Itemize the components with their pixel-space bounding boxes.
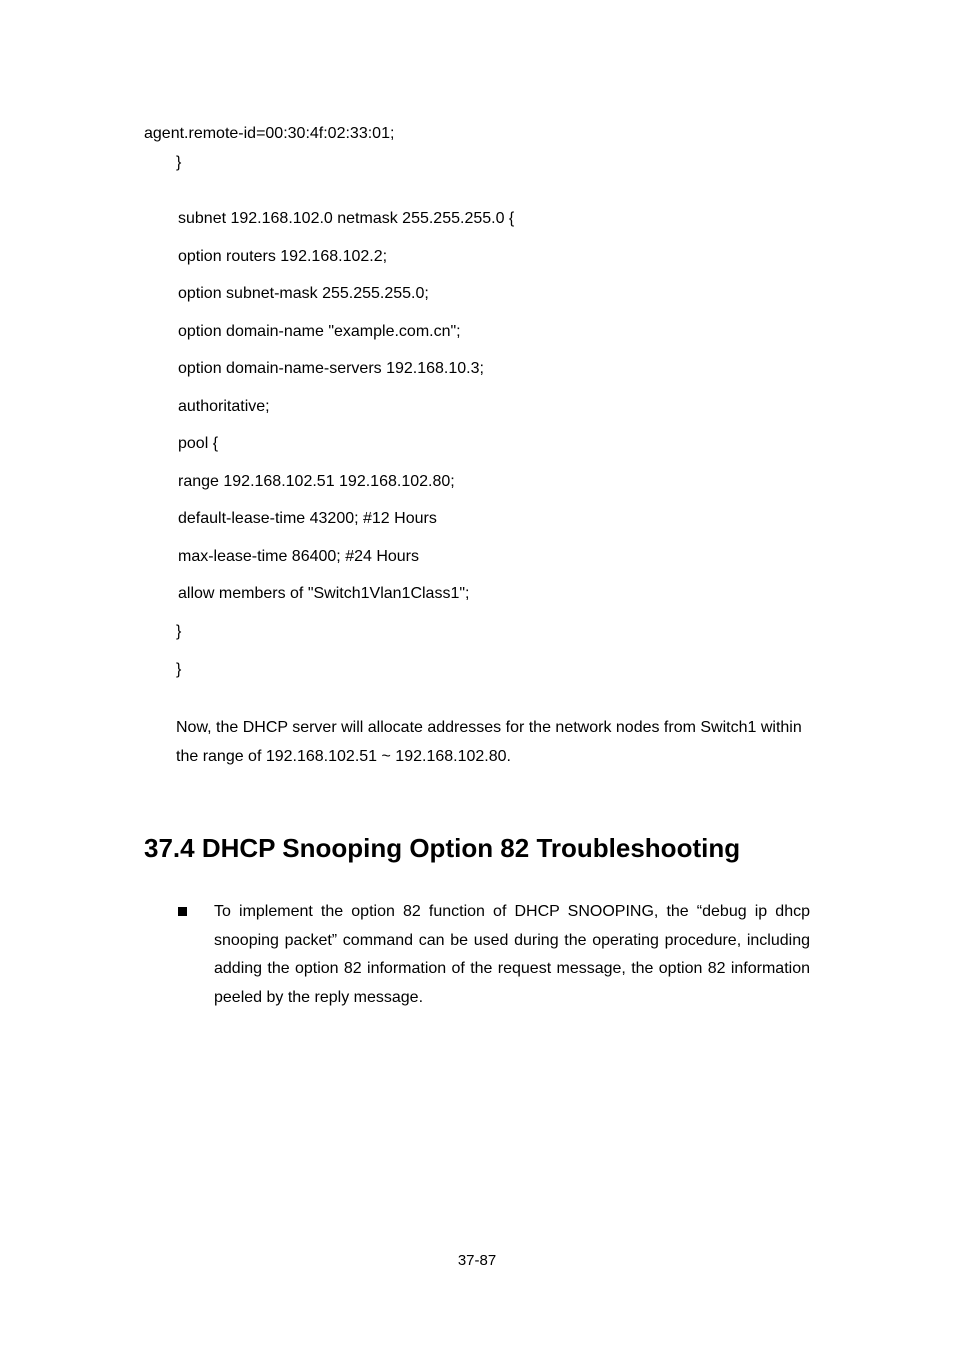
code-line: default-lease-time 43200; #12 Hours: [178, 510, 437, 527]
section-heading: 37.4 DHCP Snooping Option 82 Troubleshooting: [144, 833, 741, 863]
code-line: option subnet-mask 255.255.255.0;: [178, 285, 429, 302]
code-line: pool {: [178, 435, 219, 452]
summary-paragraph: Now, the DHCP server will allocate addresses for the network nodes from Switch1 within the range of 192.168.102.51 ~ 192.168.102.80.: [176, 719, 802, 765]
code-line: option domain-name-servers 192.168.10.3;: [178, 360, 484, 377]
code-line: agent.remote-id=00:30:4f:02:33:01;: [144, 125, 395, 142]
square-bullet-icon: [178, 907, 187, 916]
code-line: max-lease-time 86400; #24 Hours: [178, 548, 420, 565]
code-line: range 192.168.102.51 192.168.102.80;: [178, 473, 455, 490]
page-number: 37-87: [457, 1252, 497, 1269]
code-line: subnet 192.168.102.0 netmask 255.255.255.0 {: [178, 210, 515, 227]
code-line: allow members of "Switch1Vlan1Class1";: [178, 585, 470, 602]
bullet-text: To implement the option 82 function of DHCP SNOOPING, the “debug ip dhcp snooping packet” command can be used during the operating procedure, including adding the option 82 information of the request message, the option 82 information peeled by the reply message.: [214, 903, 810, 1006]
code-line: }: [176, 661, 182, 678]
code-line: }: [176, 154, 182, 171]
code-line: option routers 192.168.102.2;: [178, 248, 388, 265]
code-line: }: [176, 623, 182, 640]
code-line: option domain-name "example.com.cn";: [178, 323, 461, 340]
code-line: authoritative;: [178, 398, 270, 415]
